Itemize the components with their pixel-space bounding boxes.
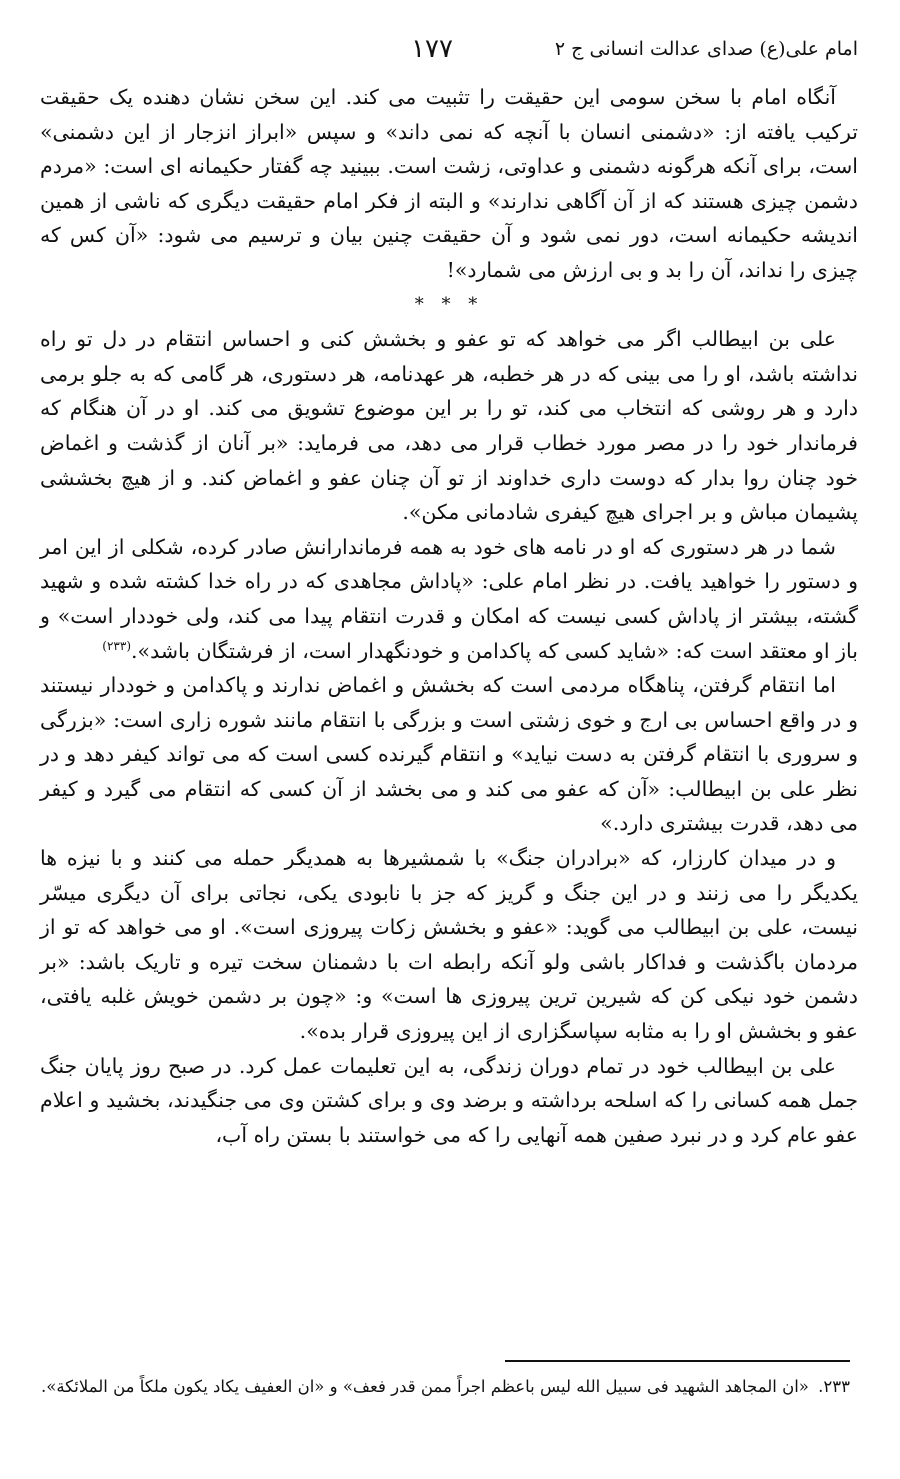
section-separator: * * * — [414, 293, 484, 315]
page-number: ۱۷۷ — [411, 34, 453, 64]
paragraph-2: علی بن ابیطالب اگر می خواهد که تو عفو و بخشش کنی و احساس انتقام در دل تو راه نداشته باشد، او را می بینی که در هر خطبه، هر عهدنامه، هر دستوری، هر گامی که به جلو برمی دارد و هر روشی که انتخاب می کند، تو را بر این موضوع تشویق می کند. او در آن هنگام که فرماندار خود را در مصر مورد خطاب قرار می دهد، می فرماید: «بر آنان از گذشت و اغماض خود چنان روا بدار که دوست داری خداوند از تو آن چنان عفو و اغماض کند. و از هیچ بخششی پشیمان مباش و بر اجرای هیچ کیفری شادمانی مکن». — [40, 327, 858, 525]
book-title: امام علی(ع) صدای عدالت انسانی ج ۲ — [554, 38, 858, 60]
paragraph-5: و در میدان کارزار، که «برادران جنگ» با شمشیرها به همدیگر حمله می کنند و با نیزه ها یکدیگر را می زنند و در این جنگ و گریز که جز با نابودی یکی، نجاتی برای آن دیگری میسّر نیست، علی بن ابیطالب می گوید: «عفو و بخشش زکات پیروزی است». او می خواهد که تو از مردمان باگذشت و فداکار باشی ولو آنکه رابطه ات با دشمنان سخت تیره و تاریک باشد: «بر دشمن خود نیکی کن که شیرین ترین پیروزی ها است» و: «چون بر دشمن خویش غلبه یافتی، عفو و بخشش او را به مثابه سپاسگزاری از این پیروزی قرار بده». — [40, 846, 858, 1044]
footnote-reference: (۲۳۳) — [102, 638, 132, 653]
running-header — [40, 34, 858, 68]
paragraph-4: اما انتقام گرفتن، پناهگاه مردمی است که بخشش و اغماض ندارند و پاکدامن و خوددار نیستند و در واقع احساس بی ارج و خوی زشتی است و بزرگی با انتقام مانند شوره زاری است: «بزرگی و سروری با انتقام گرفتن به دست نیاید» و انتقام گیرنده کسی است که می تواند کیفر دهد و در نظر علی بن ابیطالب: «آن که عفو می کند و می بخشد از آن کسی که انتقام می گیرد و کیفر می دهد، قدرت بیشتری دارد.» — [40, 673, 858, 836]
paragraph-1: آنگاه امام با سخن سومی این حقیقت را تثبیت می کند. این سخن نشان دهنده یک حقیقت ترکیب یافته از: «دشمنی انسان با آنچه که نمی داند» و سپس «ابراز انزجار از این دشمنی» است، برای آنکه هرگونه دشمنی و عداوتی، زشت است. ببینید چه گفتار حکیمانه ای است: «مردم دشمن چیزی هستند که از آن آگاهی ندارند» و البته از فکر امام حقیقت دیگری که ناشی از همین اندیشه حکیمانه است، دور نمی شود و آن حقیقت چنین بیان و ترسیم می شود: «آن کس که چیزی را نداند، آن را بد و بی ارزش می شمارد»! — [40, 85, 858, 282]
main-text — [40, 80, 858, 1152]
paragraph-3 — [40, 530, 858, 668]
footnote-text: «ان المجاهد الشهید فی سبیل الله لیس باعظم اجراً ممن قدر فعف» و «ان العفیف یکاد یکون ملکاً من الملائکة». — [40, 1377, 809, 1396]
paragraph-3-text: شما در هر دستوری که او در نامه های خود به همه فرماندارانش صادر کرده، شکلی از این امر و دستور را خواهید یافت. در نظر امام علی: «پاداش مجاهدی که در راه خدا کشته شده و شهید گشته، بیشتر از پاداش کسی نیست که امکان و قدرت انتقام پیدا می کند، ولی خوددار است» و باز او معتقد است که: «شاید کسی که پاکدامن و خودنگهدار است، از فرشتگان باشد». — [40, 534, 858, 663]
paragraph-6: علی بن ابیطالب خود در تمام دوران زندگی، به این تعلیمات عمل کرد. در صبح روز پایان جنگ جمل همه کسانی را که اسلحه برداشته و برضد وی و برای کشتن وی می جنگیدند، بخشید و اعلام عفو عام کرد و در نبرد صفین همه آنهایی را که می خواستند با بستن راه آب، — [40, 1053, 858, 1147]
footnote-divider — [505, 1360, 850, 1362]
footnote — [40, 1372, 850, 1401]
footnote-number: ۲۳۳. — [818, 1377, 850, 1396]
